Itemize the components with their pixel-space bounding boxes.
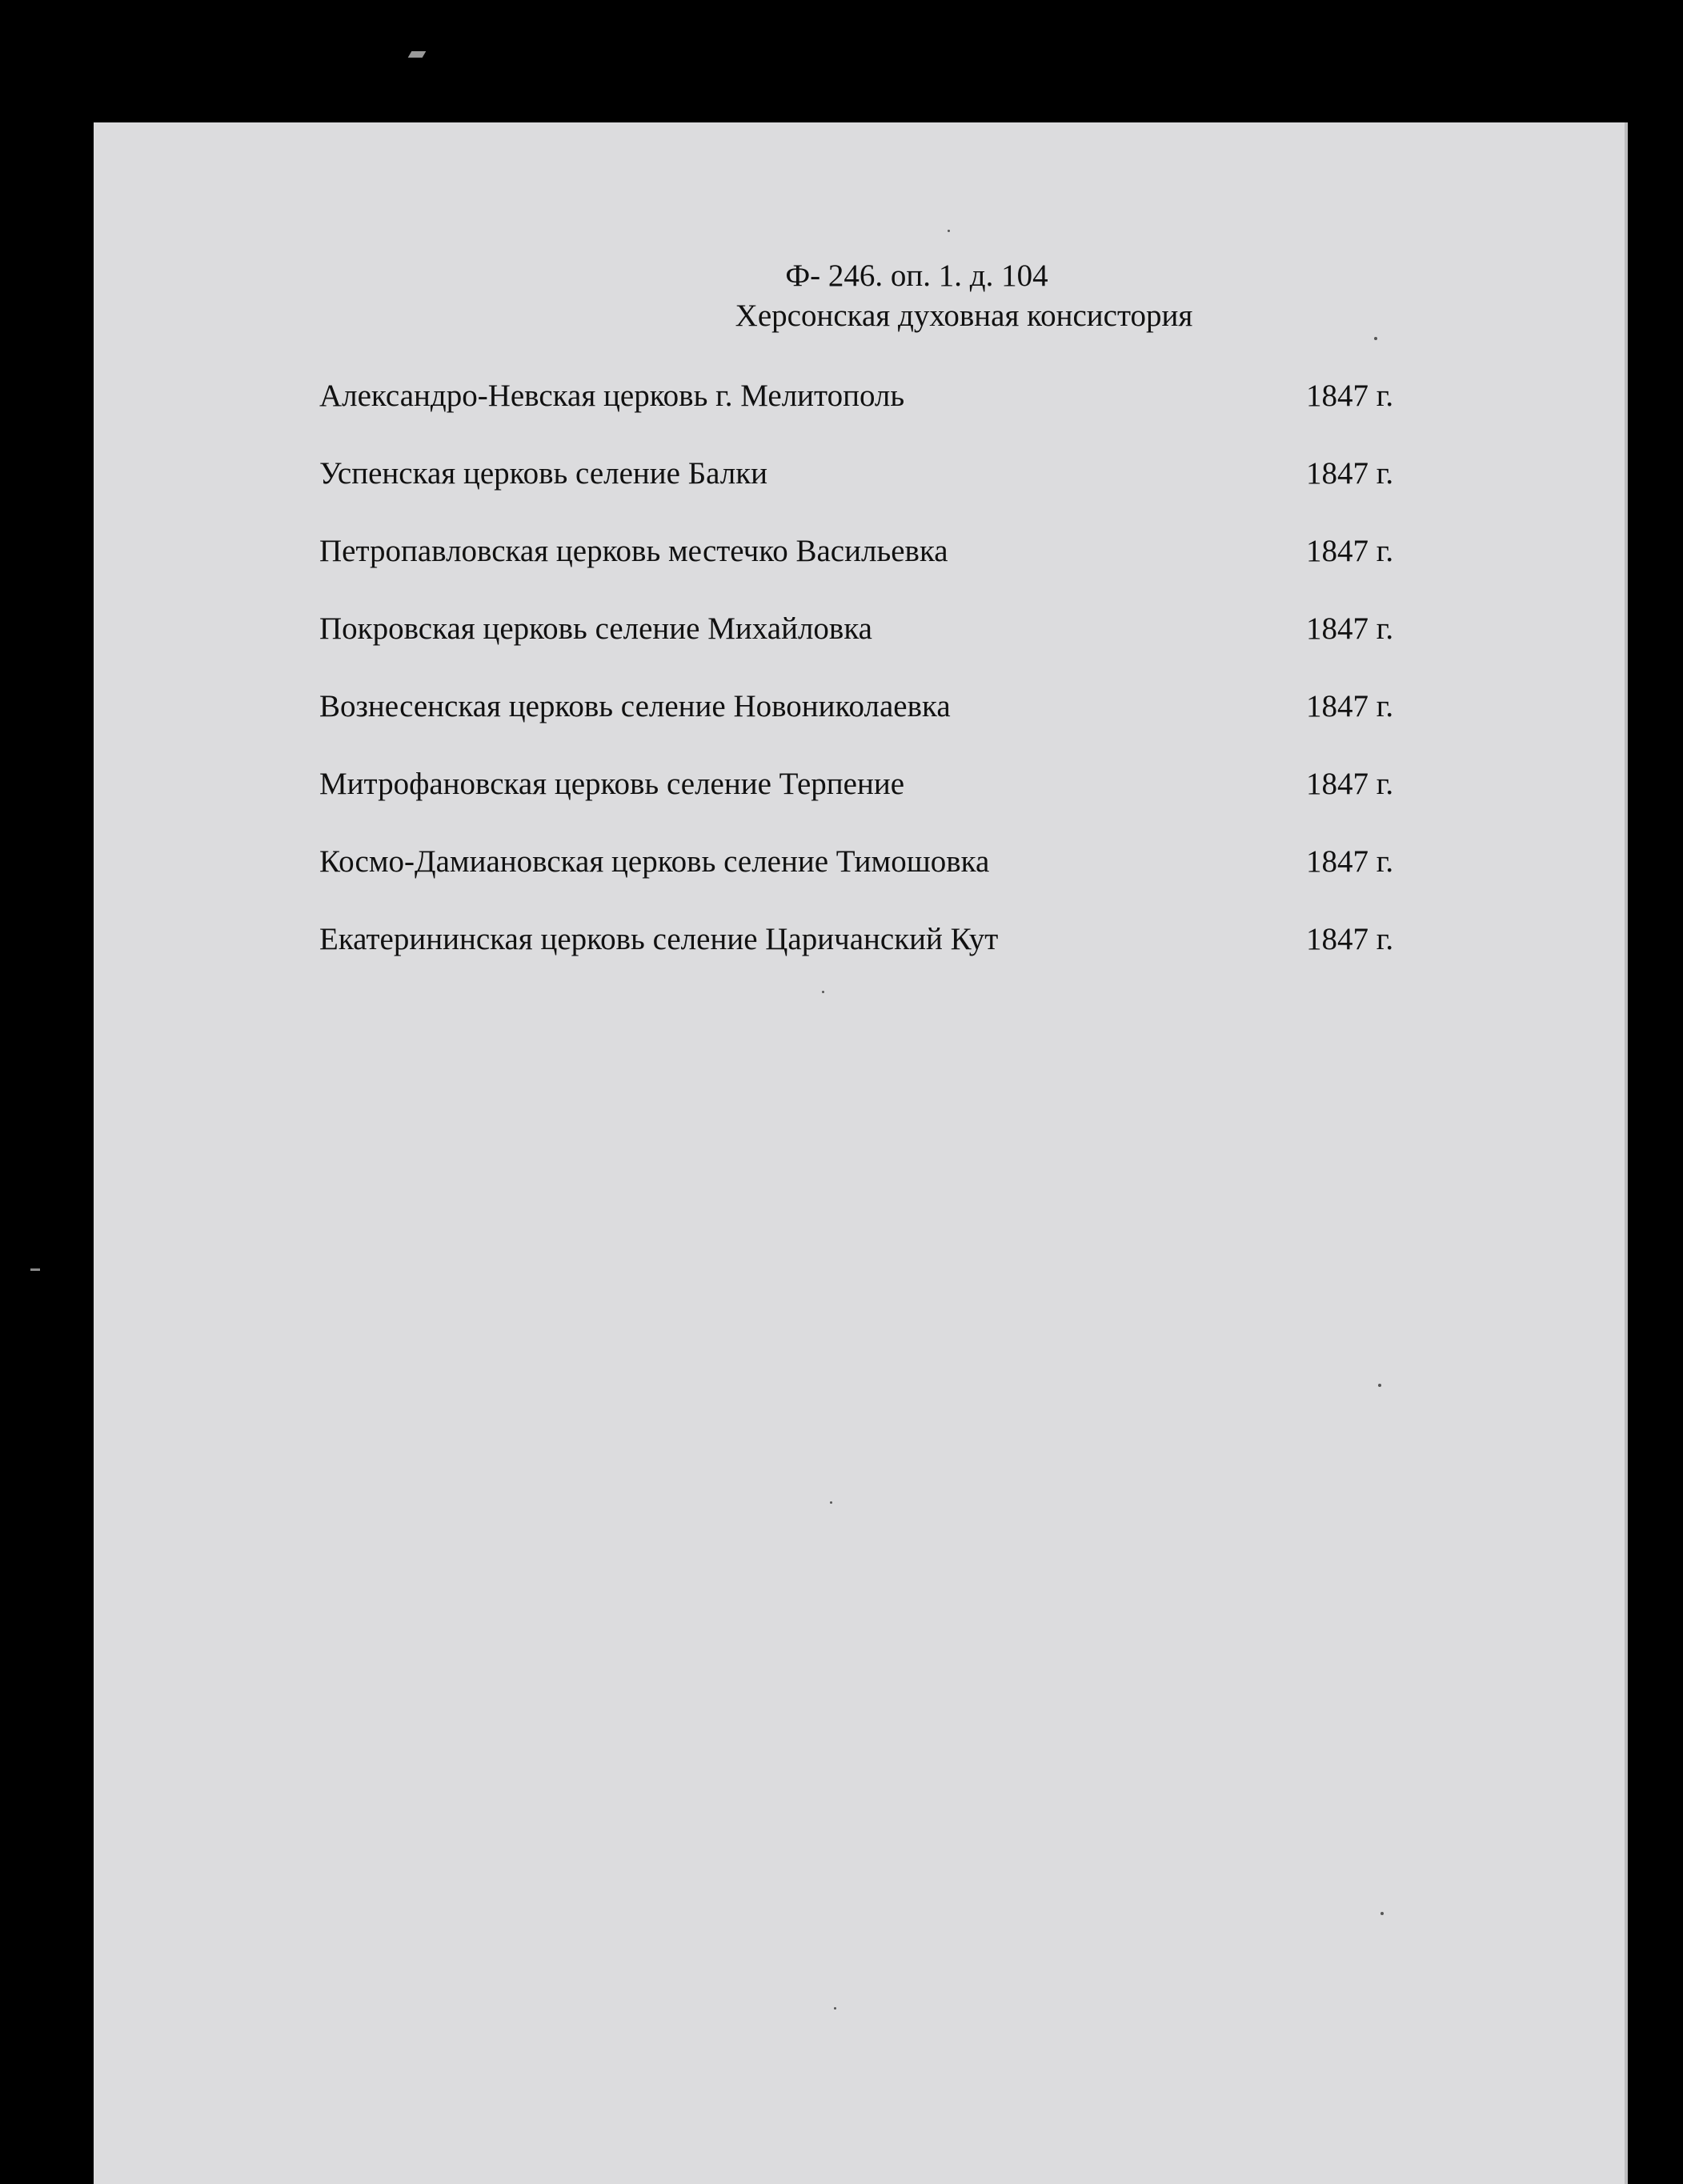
list-item <box>319 842 1520 882</box>
scan-speck <box>1378 1384 1381 1387</box>
church-year: 1847 г. <box>1306 456 1394 491</box>
list-item <box>319 609 1520 649</box>
church-name: Вознесенская церковь селение Новониколаевка <box>319 689 951 723</box>
list-item <box>319 687 1520 727</box>
scan-speck <box>834 2007 836 2010</box>
church-list <box>94 122 1628 2184</box>
list-item <box>319 764 1520 804</box>
list-item <box>319 920 1520 960</box>
church-year: 1847 г. <box>1306 534 1394 568</box>
list-item <box>319 376 1520 416</box>
scan-speck <box>1380 1912 1384 1915</box>
scan-mark <box>30 1268 40 1271</box>
church-year: 1847 г. <box>1306 844 1394 879</box>
institution-title: Херсонская духовная консистория <box>735 299 1193 333</box>
church-name: Успенская церковь селение Балки <box>319 456 768 491</box>
church-name: Космо-Дамиановская церковь селение Тимошовка <box>319 844 990 879</box>
list-item <box>319 454 1520 494</box>
scan-speck <box>948 230 950 232</box>
scan-speck <box>822 991 824 993</box>
document-page <box>94 122 1628 2184</box>
church-year: 1847 г. <box>1306 689 1394 723</box>
church-name: Петропавловская церковь местечко Васильевка <box>319 534 948 568</box>
list-item <box>319 531 1520 571</box>
church-name: Покровская церковь селение Михайловка <box>319 611 872 646</box>
church-name: Митрофановская церковь селение Терпение <box>319 767 905 801</box>
scan-speck <box>830 1501 832 1504</box>
church-year: 1847 г. <box>1306 379 1394 413</box>
church-year: 1847 г. <box>1306 922 1394 956</box>
church-year: 1847 г. <box>1306 611 1394 646</box>
church-name: Екатерининская церковь селение Царичанский Кут <box>319 922 999 956</box>
archive-reference: Ф- 246. оп. 1. д. 104 <box>785 258 1048 293</box>
church-name: Александро-Невская церковь г. Мелитополь <box>319 379 905 413</box>
scan-speck <box>1374 337 1377 340</box>
church-year: 1847 г. <box>1306 767 1394 801</box>
scan-mark <box>408 51 427 58</box>
